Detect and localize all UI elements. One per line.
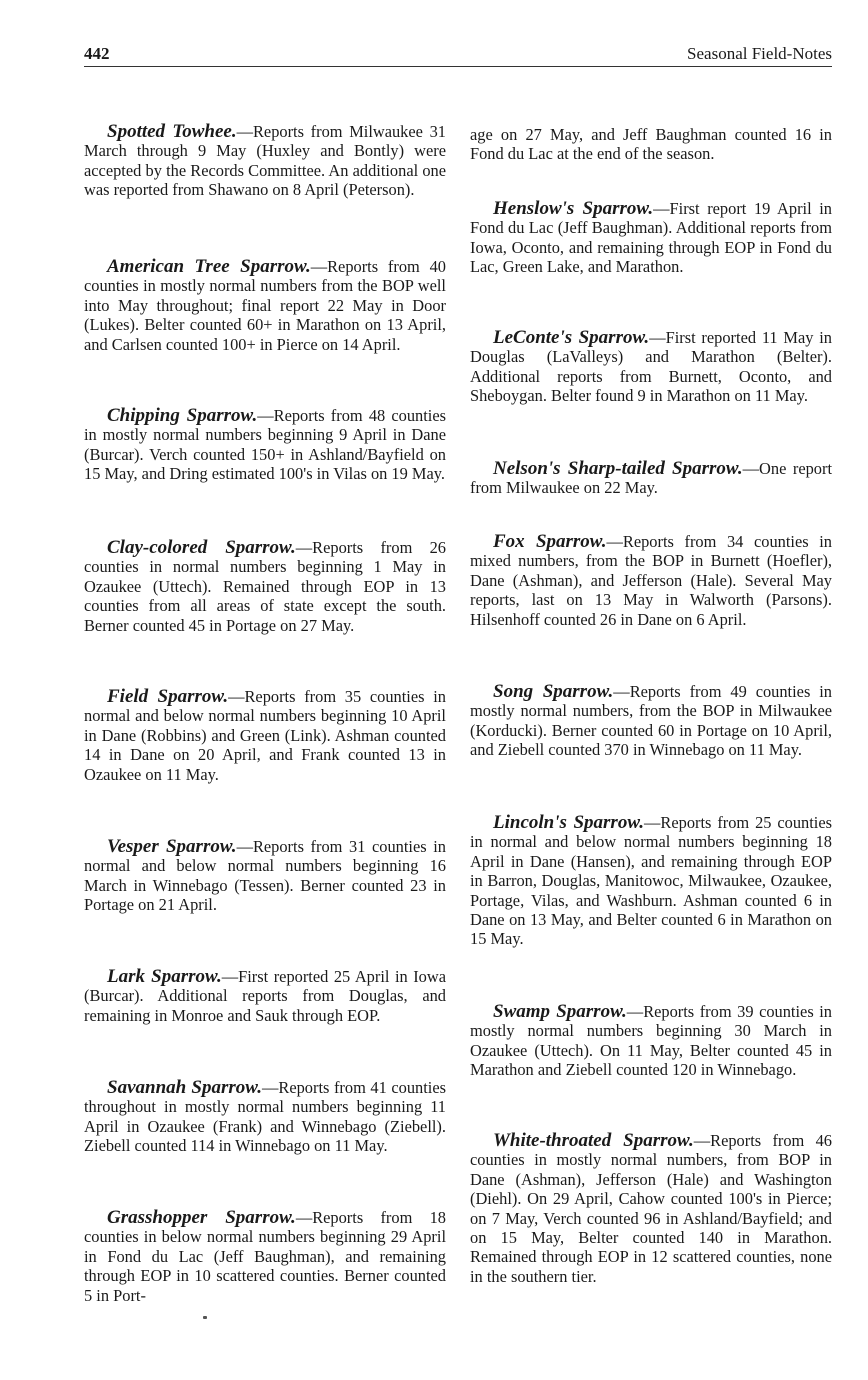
- running-title: Seasonal Field-Notes: [687, 44, 832, 63]
- species-name: Fox Sparrow.: [493, 531, 607, 552]
- species-name: American Tree Sparrow.: [107, 256, 311, 277]
- species-account: [84, 122, 446, 200]
- species-text: —Reports from 48 counties in mostly normal numbers beginning 9 April in Dane (Burcar). Verch counted 150+ in Ashland/Bayfield on 15 May, and Dring estimated 100's in Vilas on 19 May.: [84, 406, 447, 484]
- page-header: [84, 44, 832, 67]
- species-account: [84, 837, 446, 915]
- species-name: Grasshopper Sparrow.: [107, 1207, 296, 1228]
- species-account: [470, 1002, 832, 1080]
- species-name: Song Sparrow.: [493, 681, 614, 702]
- species-account: [470, 532, 832, 629]
- species-name: Lincoln's Sparrow.: [493, 812, 645, 833]
- species-text: —Reports from 26 counties in normal numbers beginning 1 May in Ozaukee (Uttech). Remained through EOP in 13 counties from all areas of state except the south. Berner counted 45 in Portage on 27 May.: [84, 538, 447, 635]
- species-name: Clay-colored Sparrow.: [107, 537, 296, 558]
- species-account: [84, 1078, 446, 1156]
- species-text: —Reports from 40 counties in mostly normal numbers from the BOP well into May throughout; final report 22 May in Door (Lukes). Belter counted 60+ in Marathon on 13 April, and Carlsen counted 100+ in Pierce on 14 April.: [84, 257, 446, 354]
- species-name: Lark Sparrow.: [107, 966, 222, 987]
- species-account: [84, 967, 446, 1025]
- species-text: age on 27 May, and Jeff Baughman counted 16 in Fond du Lac at the end of the season.: [470, 125, 832, 164]
- species-name: White-throated Sparrow.: [493, 1130, 694, 1151]
- species-text: —Reports from 49 counties in mostly normal numbers, from the BOP in Milwaukee (Korducki). Berner counted 60 in Portage on 10 April, and Ziebell counted 370 in Winnebago on 11 May.: [470, 682, 832, 760]
- species-text: —Reports from 46 counties in mostly normal numbers, from BOP in Dane (Ashman), Jefferson (Hale) and Washington (Diehl). On 29 April, Cahow counted 100's in Pierce; on 7 May, Verch counted 96 in Ashland/Bayfield; and on 15 May, Belter counted 140 in Marathon. Remained through EOP in 12 scattered counties, none in the southern tier.: [470, 1131, 832, 1286]
- species-account: [84, 687, 446, 784]
- species-name: Vesper Sparrow.: [107, 836, 237, 857]
- species-name: Field Sparrow.: [107, 686, 229, 707]
- species-account: [470, 199, 832, 277]
- species-account-continued: [470, 125, 832, 164]
- species-account: [470, 682, 832, 760]
- species-account: [470, 459, 832, 498]
- species-text: —Reports from 34 counties in mixed numbers, from the BOP in Burnett (Hoefler), Dane (Ashman), and Jefferson (Hale). Several May reports, last on 13 May in Walworth (Parsons). Hilsenhoff counted 26 in Dane on 6 April.: [470, 532, 832, 629]
- species-text: —Reports from 31 counties in normal and below normal numbers beginning 16 March in Winnebago (Tessen). Berner counted 23 in Portage on 21 April.: [84, 837, 446, 915]
- species-text: —First reported 25 April in Iowa (Burcar). Additional reports from Douglas, and remaining in Monroe and Sauk through EOP.: [84, 967, 446, 1025]
- species-text: —First reported 11 May in Douglas (LaValleys) and Marathon (Belter). Additional reports from Burnett, Oconto, and Sheboygan. Belter found 9 in Marathon on 11 May.: [470, 328, 832, 406]
- species-text: —Reports from 35 counties in normal and below normal numbers beginning 10 April in Dane (Robbins) and Green (Link). Ashman counted 14 in Dane on 20 April, and Frank counted 13 in Ozaukee on 11 May.: [84, 687, 446, 784]
- species-account: [84, 406, 446, 484]
- species-account: [470, 813, 832, 949]
- species-name: Nelson's Sharp-tailed Sparrow.: [493, 458, 743, 479]
- species-name: Swamp Sparrow.: [493, 1001, 627, 1022]
- species-text: —Reports from 41 counties throughout in mostly normal numbers beginning 11 April in Ozaukee (Frank) and Winnebago (Ziebell). Ziebell counted 114 in Winnebago on 11 May.: [84, 1078, 447, 1156]
- ink-speck: [203, 1316, 207, 1319]
- species-name: Savannah Sparrow.: [107, 1077, 263, 1098]
- species-name: LeConte's Sparrow.: [493, 327, 650, 348]
- species-account: [470, 1131, 832, 1286]
- species-account: [84, 538, 446, 635]
- species-name: Chipping Sparrow.: [107, 405, 258, 426]
- species-text: —First report 19 April in Fond du Lac (Jeff Baughman). Additional reports from Iowa, Oconto, and remaining through EOP in Fond du Lac, Green Lake, and Marathon.: [470, 199, 833, 277]
- species-name: Henslow's Sparrow.: [493, 198, 654, 219]
- species-text: —Reports from Milwaukee 31 March through 9 May (Huxley and Bontly) were accepted by the Records Committee. An additional one was reported from Shawano on 8 April (Peterson).: [84, 122, 446, 200]
- page-number: 442: [84, 44, 110, 63]
- species-name: Spotted Towhee.: [107, 121, 237, 142]
- species-text: —Reports from 39 counties in mostly normal numbers beginning 30 March in Ozaukee (Uttech). On 11 May, Belter counted 45 in Marathon and Ziebell counted 120 in Winnebago.: [470, 1002, 832, 1080]
- species-account: [470, 328, 832, 406]
- species-account: [84, 257, 446, 354]
- species-account: [84, 1208, 446, 1305]
- species-text: —One report from Milwaukee on 22 May.: [470, 459, 833, 498]
- species-text: —Reports from 18 counties in below normal numbers beginning 29 April in Fond du Lac (Jeff Baughman), and remaining through EOP in 10 scattered counties. Berner counted 5 in Port-: [84, 1208, 447, 1305]
- species-text: —Reports from 25 counties in normal and below normal numbers beginning 18 April in Dane (Hansen), and remaining through EOP in Barron, Douglas, Manitowoc, Milwaukee, Ozaukee, Portage, Vilas, and Washburn. Ashman counted 6 in Dane on 13 May, and Belter counted 6 in Marathon on 15 May.: [470, 813, 832, 949]
